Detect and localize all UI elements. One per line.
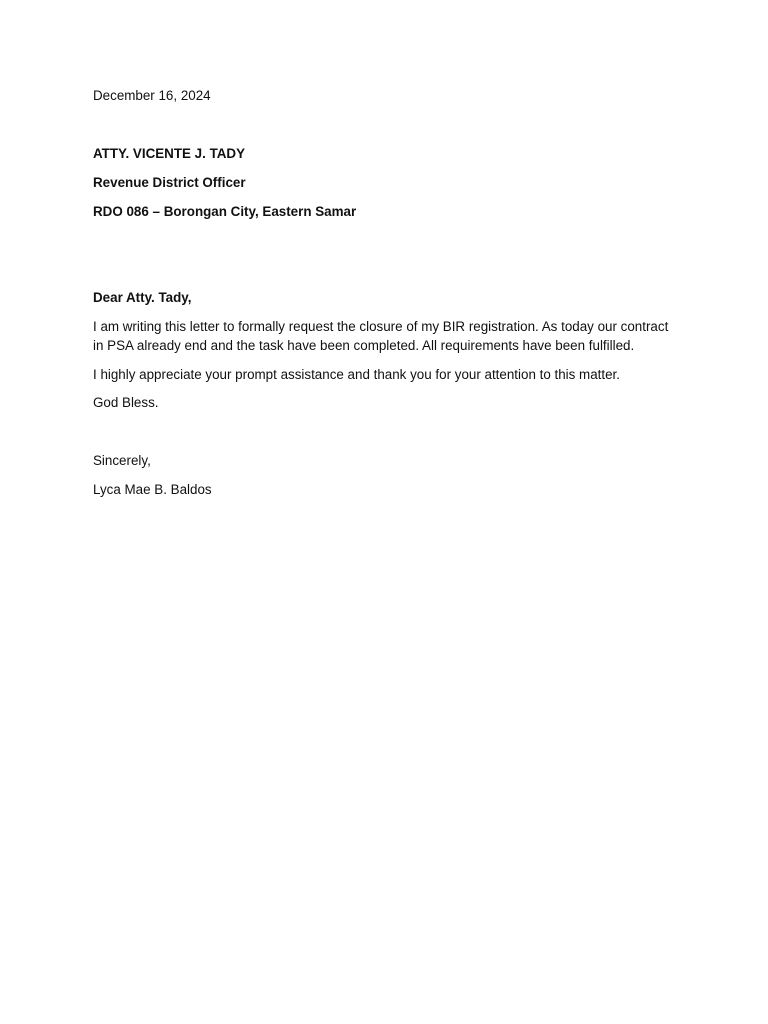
body-paragraph-2: I highly appreciate your prompt assistance and thank you for your attention to this matter. xyxy=(93,367,620,382)
blessing: God Bless. xyxy=(93,395,159,410)
body-paragraph-1: I am writing this letter to formally request the closure of my BIR registration. As today our contract in PSA already end and the task have been completed. All requirements have been fulfilled. xyxy=(93,319,669,353)
recipient-name: ATTY. VICENTE J. TADY xyxy=(93,146,246,161)
recipient-office: RDO 086 – Borongan City, Eastern Samar xyxy=(93,204,357,219)
letter-body xyxy=(93,86,683,499)
closing: Sincerely, xyxy=(93,453,151,468)
salutation: Dear Atty. Tady, xyxy=(93,290,192,305)
signature-name: Lyca Mae B. Baldos xyxy=(93,482,212,497)
letter-date: December 16, 2024 xyxy=(93,88,211,103)
recipient-title: Revenue District Officer xyxy=(93,175,246,190)
